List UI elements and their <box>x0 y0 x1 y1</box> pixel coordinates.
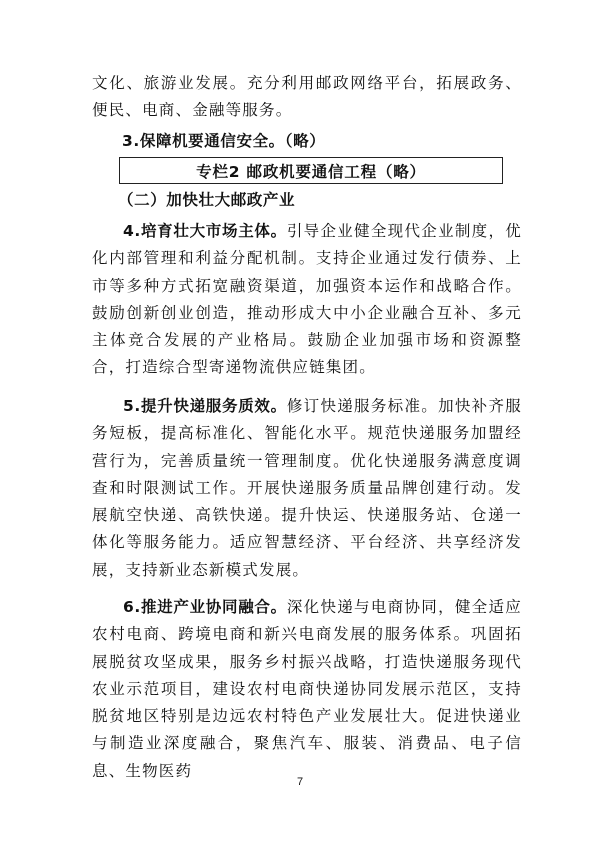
item5-paragraph <box>92 393 522 584</box>
page-number: 7 <box>296 776 304 788</box>
item4-title: 4.培育壮大市场主体。 <box>123 222 287 240</box>
section-heading <box>118 187 295 214</box>
item6-body: 深化快递与电商协同，健全适应农村电商、跨境电商和新兴电商发展的服务体系。巩固拓展脱贫攻坚成果，服务乡村振兴战略，打造快递服务现代农业示范项目，建设农村电商快递协同发展示范区，支持脱贫地区特别是边远农村特色产业发展壮大。促进快递业与制造业深度融合，聚焦汽车、服装、消费品、电子信息、生物医药 <box>92 598 522 780</box>
item6-paragraph <box>92 594 522 785</box>
item4-paragraph <box>92 218 522 382</box>
section2-heading: （二）加快壮大邮政产业 <box>118 191 296 209</box>
special-column-box <box>119 157 503 184</box>
item3-heading <box>122 128 325 155</box>
item3-text: 3.保障机要通信安全。（略） <box>122 132 326 150</box>
special-column-title: 专栏2 邮政机要通信工程（略） <box>196 162 426 181</box>
item5-body: 修订快递服务标准。加快补齐服务短板，提高标准化、智能化水平。规范快递服务加盟经营行为，完善质量统一管理制度。优化快递服务满意度调查和时限测试工作。开展快递服务质量品牌创建行动。发展航空快递、高铁快递。提升快运、快递服务站、仓递一体化等服务能力。适应智慧经济、平台经济、共享经济发展，支持新业态新模式发展。 <box>92 397 522 579</box>
item4-body: 引导企业健全现代企业制度，优化内部管理和利益分配机制。支持企业通过发行债券、上市等多种方式拓宽融资渠道，加强资本运作和战略合作。鼓励创新创业创造，推动形成大中小企业融合互补、多元主体竞合发展的产业格局。鼓励企业加强市场和资源整合，打造综合型寄递物流供应链集团。 <box>92 222 522 377</box>
item6-title: 6.推进产业协同融合。 <box>123 598 287 616</box>
item5-title: 5.提升快递服务质效。 <box>123 397 287 415</box>
intro-paragraph: 文化、旅游业发展。充分利用邮政网络平台，拓展政务、便民、电商、金融等服务。 <box>92 74 522 120</box>
